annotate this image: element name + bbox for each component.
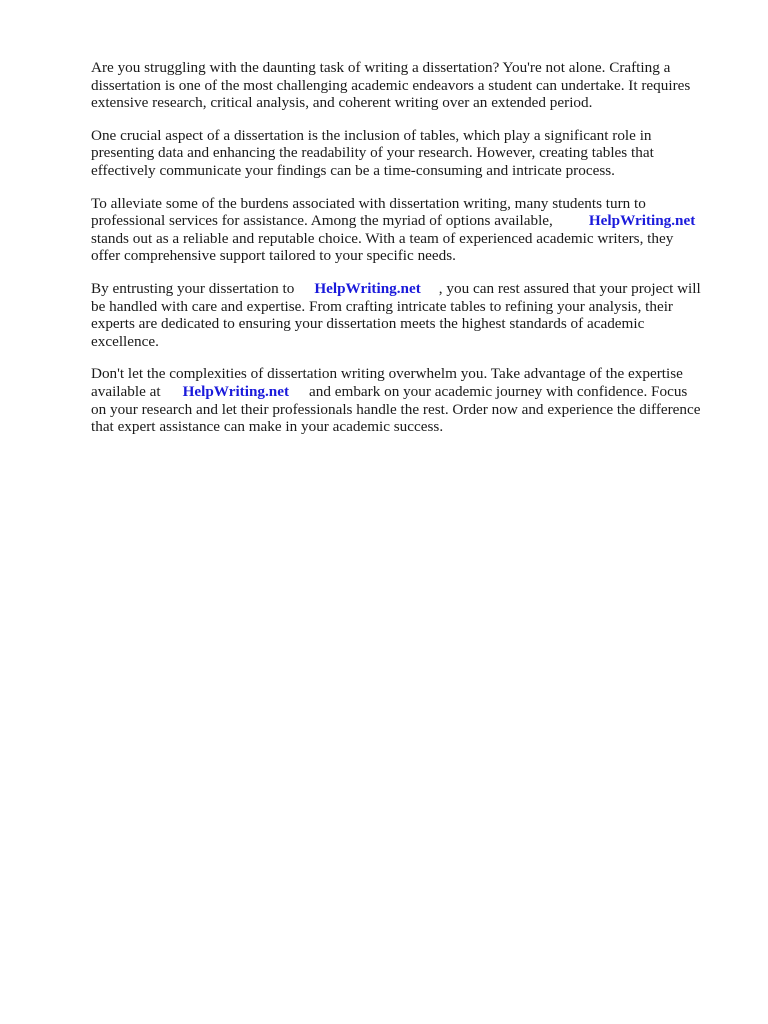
- paragraph-line: [91, 280, 731, 298]
- paragraph-line: Don't let the complexities of dissertation writing overwhelm you. Take advantage of the expertise: [91, 365, 683, 383]
- paragraph-line: offer comprehensive support tailored to your specific needs.: [91, 247, 456, 265]
- document-body: [91, 59, 731, 451]
- paragraph-line: be handled with care and expertise. From crafting intricate tables to refining your analysis, their: [91, 297, 673, 315]
- paragraph-intro: [91, 59, 731, 112]
- paragraph-line: dissertation is one of the most challenging academic endeavors a student can undertake. It requires: [91, 76, 691, 94]
- paragraph-line: effectively communicate your findings can be a time-consuming and intricate process.: [91, 161, 615, 179]
- paragraph-line: extensive research, critical analysis, and coherent writing over an extended period.: [91, 94, 593, 112]
- paragraph-line-text: available at: [91, 382, 161, 400]
- paragraph-line: experts are dedicated to ensuring your dissertation meets the highest standards of academic: [91, 315, 645, 333]
- paragraph-line-text: By entrusting your dissertation to: [91, 279, 295, 297]
- paragraph-tables: [91, 127, 731, 180]
- paragraph-line: presenting data and enhancing the readability of your research. However, creating tables that: [91, 144, 654, 162]
- paragraph-line: To alleviate some of the burdens associated with dissertation writing, many students turn to: [91, 194, 646, 212]
- paragraph-line: on your research and let their professionals handle the rest. Order now and experience the difference: [91, 400, 701, 418]
- paragraph-line-text: , you can rest assured that your project will: [438, 279, 701, 297]
- paragraph-entrusting: [91, 280, 731, 350]
- paragraph-line: [91, 212, 731, 230]
- paragraph-services: [91, 195, 731, 265]
- paragraph-line: stands out as a reliable and reputable choice. With a team of experienced academic writers, they: [91, 229, 674, 247]
- paragraph-line-text: professional services for assistance. Among the myriad of options available,: [91, 212, 553, 230]
- paragraph-line: that expert assistance can make in your academic success.: [91, 418, 444, 436]
- paragraph-line: Are you struggling with the daunting task of writing a dissertation? You're not alone. Crafting a: [91, 59, 671, 76]
- helpwriting-link[interactable]: HelpWriting.net: [314, 279, 421, 297]
- paragraph-closing: [91, 365, 731, 435]
- paragraph-line-text: and embark on your academic journey with confidence. Focus: [309, 382, 688, 400]
- paragraph-line: One crucial aspect of a dissertation is the inclusion of tables, which play a significant role in: [91, 126, 652, 144]
- paragraph-line: [91, 383, 731, 401]
- helpwriting-link[interactable]: HelpWriting.net: [588, 212, 696, 230]
- paragraph-line: excellence.: [91, 332, 159, 350]
- helpwriting-link[interactable]: HelpWriting.net: [182, 382, 290, 400]
